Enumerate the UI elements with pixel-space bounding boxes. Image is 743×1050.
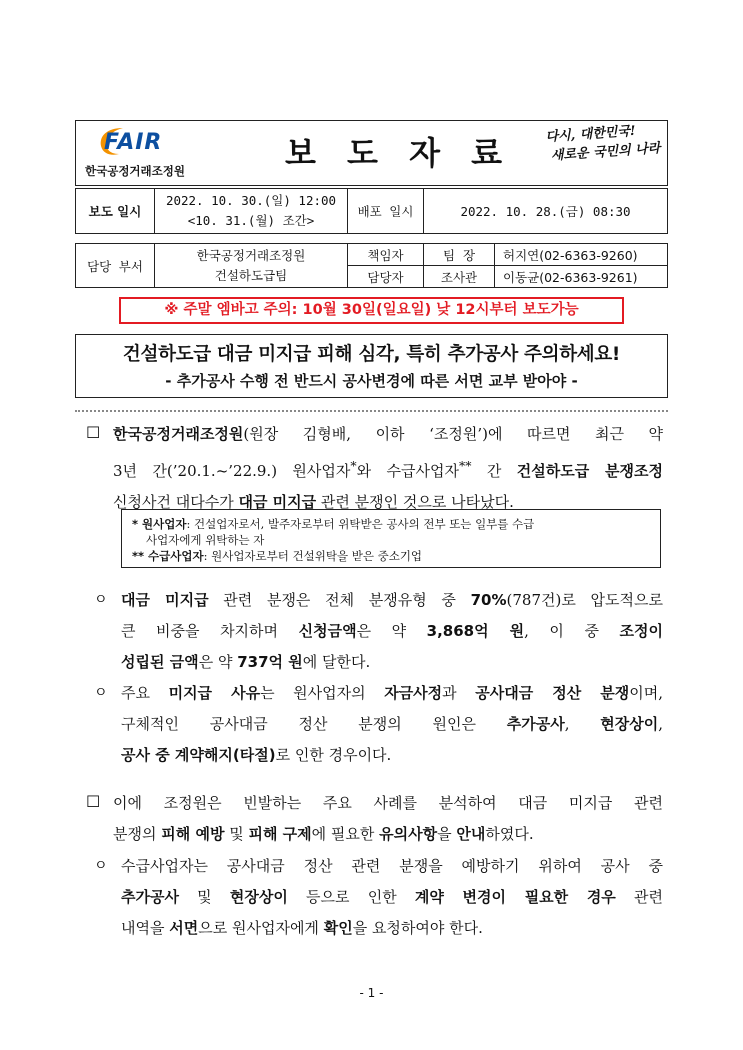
release-date-line2: <10. 31.(월) 조간>	[187, 213, 315, 228]
release-date-line1: 2022. 10. 30.(일) 12:00	[165, 193, 337, 208]
text: 및	[178, 888, 230, 906]
text: 하였다.	[485, 825, 534, 843]
bold-text: 3,868억 원	[426, 622, 525, 640]
footnote-text: 사업자에게 위탁하는 자	[146, 533, 265, 547]
text: , 이 중	[524, 622, 620, 640]
section1-paragraph	[113, 419, 663, 518]
text: 및	[224, 825, 249, 843]
text: (원장 김형배, 이하 ‘조정원’)에 따르면 최근 약	[243, 425, 663, 443]
text: 3년 간(’20.1.~’22.9.) 원사업자	[113, 462, 351, 480]
text: 과	[442, 684, 476, 702]
contact-title: 팀 장	[424, 244, 495, 266]
text: 분쟁의	[113, 825, 162, 843]
text: 이에 조정원은 빈발하는 주요 사례를 분석하여 대금 미지급 관련	[113, 794, 663, 812]
contact-person: 허지연(02-6363-9260)	[495, 244, 668, 266]
text: 등으로 인한	[287, 888, 415, 906]
footnote-label: * 원사업자	[132, 517, 187, 531]
text: 로 인한 경우이다.	[275, 746, 392, 764]
contact-person: 이동균(02-6363-9261)	[495, 266, 668, 288]
text: ,	[658, 715, 663, 733]
dept-name	[155, 244, 348, 288]
text: 에 필요한	[311, 825, 380, 843]
bullet-marker-icon: ㅇ	[94, 685, 108, 701]
embargo-notice: ※ 주말 엠바고 주의: 10월 30일(일요일) 낮 12시부터 보도가능	[119, 297, 624, 324]
bold-text: 성립된 금액	[121, 653, 199, 671]
text: 을 요청하여야 한다.	[352, 919, 483, 937]
contact-table	[75, 243, 668, 288]
text: 에 달한다.	[302, 653, 371, 671]
footnote-text: : 원사업자로부터 건설위탁을 받은 중소기업	[203, 549, 423, 563]
page-title: 보 도 자 료	[285, 134, 513, 172]
bullet-marker-icon: ㅇ	[94, 592, 108, 608]
bold-text: 공사대금 정산 분쟁	[475, 684, 630, 702]
text: 와 수급사업자	[356, 462, 459, 480]
text: 내역을	[121, 919, 170, 937]
contact-role: 담당자	[348, 266, 424, 288]
text: 큰 비중을 차지하며	[121, 622, 299, 640]
bold-text: 피해 구제	[248, 825, 312, 843]
dept-line1: 한국공정거래조정원	[196, 247, 306, 263]
page-number: - 1 -	[359, 986, 384, 1000]
footnote-mark: *	[350, 458, 357, 473]
bold-text: 737억 원	[237, 653, 303, 671]
bold-text: 확인	[323, 919, 353, 937]
dept-line2: 건설하도급팀	[214, 267, 288, 283]
text: 으로 원사업자에게	[198, 919, 324, 937]
checkbox-marker-icon: ☐	[86, 792, 101, 811]
text: ,	[564, 715, 601, 733]
bullet2-paragraph	[121, 678, 663, 771]
release-date	[155, 189, 348, 234]
org-name: 한국공정거래조정원	[85, 164, 185, 178]
text: 수급사업자는 공사대금 정산 관련 분쟁을 예방하기 위하여 공사 중	[121, 857, 663, 875]
bullet3-paragraph	[121, 851, 663, 944]
dist-date: 2022. 10. 28.(금) 08:30	[424, 189, 668, 234]
bold-text: 조정이	[619, 622, 663, 640]
bold-text: 추가공사	[121, 888, 179, 906]
bold-text: 추가공사	[506, 715, 565, 733]
bold-text: 계약 변경이 필요한 경우	[414, 888, 616, 906]
text: (787건)로 압도적으로	[506, 591, 663, 609]
bold-text: 대금 미지급	[121, 591, 209, 609]
org-bold: 한국공정거래조정원	[113, 425, 244, 443]
text: 신청사건 대다수가	[113, 493, 239, 511]
bold-text: 피해 예방	[161, 825, 225, 843]
contact-role: 책임자	[348, 244, 424, 266]
headline: 건설하도급 대금 미지급 피해 심각, 특히 추가공사 주의하세요!	[122, 344, 621, 365]
slogan	[545, 120, 662, 166]
checkbox-marker-icon: ☐	[86, 423, 101, 442]
bold-text: 안내	[456, 825, 486, 843]
slogan-line-2: 새로운 국민의 나라	[550, 141, 661, 164]
text: 은 약	[356, 622, 427, 640]
bold-text: 자금사정	[384, 684, 443, 702]
text: 관련	[615, 888, 663, 906]
bold-text: 현장상이	[600, 715, 659, 733]
text: 관련 분쟁인 것으로 나타났다.	[316, 493, 514, 511]
bullet-marker-icon: ㅇ	[94, 858, 108, 874]
footnote-text: : 건설업자로서, 발주자로부터 위탁받은 공사의 전부 또는 일부를 수급	[186, 517, 535, 531]
release-label: 보도 일시	[76, 189, 155, 234]
slogan-line-1: 다시, 대한민국!	[545, 123, 637, 145]
fair-logo: FAIR	[104, 130, 163, 155]
bold-text: 공사 중 계약해지(타절)	[121, 746, 276, 764]
bold-text: 유의사항	[379, 825, 438, 843]
text: 이며,	[629, 684, 663, 702]
text: 주요	[121, 684, 169, 702]
divider	[75, 410, 668, 412]
bold-text: 신청금액	[298, 622, 357, 640]
text: 관련 분쟁은 전체 분쟁유형 중	[208, 591, 471, 609]
subheadline: - 추가공사 수행 전 반드시 공사변경에 따른 서면 교부 받아야 -	[165, 372, 578, 390]
footnote-mark: **	[458, 458, 472, 473]
bold-text: 건설하도급 분쟁조정	[516, 462, 663, 480]
footnote-box	[121, 509, 661, 568]
text: 구체적인 공사대금 정산 분쟁의 원인은	[121, 715, 507, 733]
bold-text: 70%	[470, 591, 507, 609]
bold-text: 미지급 사유	[168, 684, 261, 702]
dept-label: 담당 부서	[76, 244, 155, 288]
bold-text: 현장상이	[229, 888, 288, 906]
text: 은 약	[198, 653, 238, 671]
text: 간	[471, 462, 517, 480]
contact-title: 조사관	[424, 266, 495, 288]
text: 는 원사업자의	[260, 684, 385, 702]
bold-text: 대금 미지급	[238, 493, 317, 511]
dist-label: 배포 일시	[348, 189, 424, 234]
text: 을	[437, 825, 457, 843]
release-table	[75, 188, 668, 234]
bullet1-paragraph	[121, 585, 663, 678]
footnote-label: ** 수급사업자	[132, 549, 204, 563]
bold-text: 서면	[169, 919, 199, 937]
section2-paragraph	[113, 788, 663, 850]
